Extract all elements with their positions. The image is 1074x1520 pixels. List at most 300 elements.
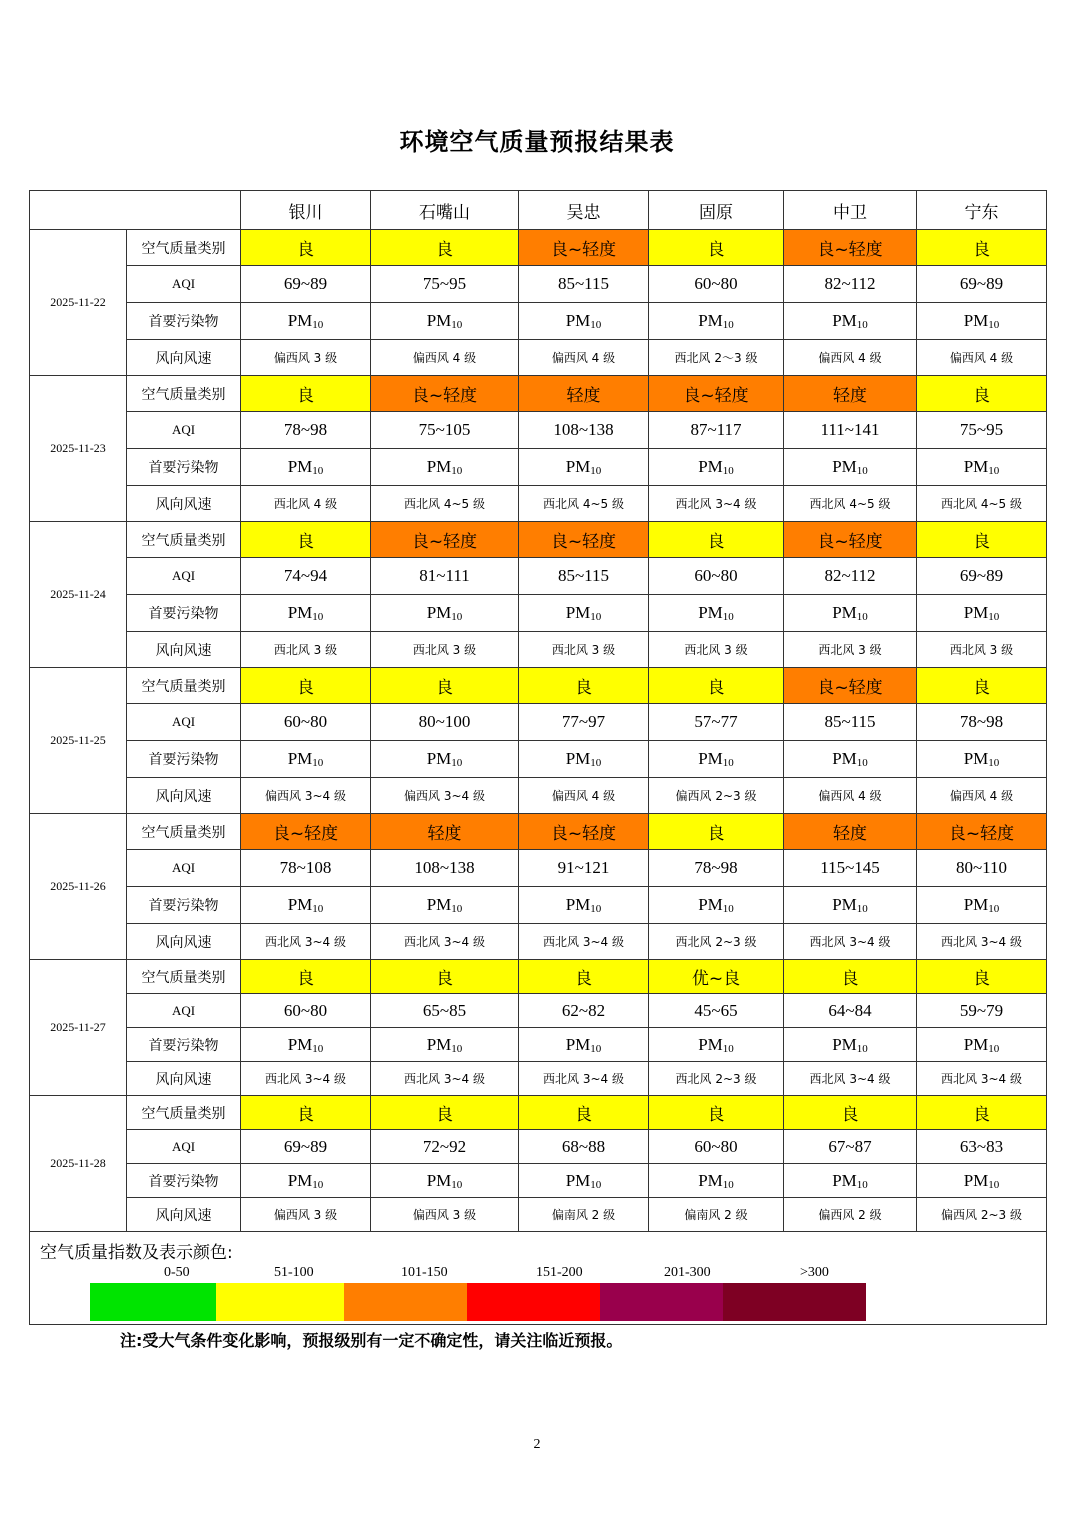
- category-cell: 良: [649, 814, 784, 850]
- pollutant-cell: [917, 1028, 1047, 1062]
- pollutant-base: PM: [287, 603, 313, 622]
- pollutant-subscript: 10: [988, 319, 1000, 331]
- wind-cell: 西北风 4~5 级: [784, 486, 917, 522]
- pollutant-cell: [917, 449, 1047, 486]
- date-cell: 2025-11-28: [30, 1096, 127, 1232]
- pollutant-subscript: 10: [590, 1042, 602, 1055]
- city-header: 宁东: [917, 191, 1047, 230]
- category-cell: 良: [241, 376, 371, 412]
- row-label-aqi: AQI: [127, 1130, 241, 1164]
- pollutant-subscript: 10: [722, 903, 734, 915]
- wind-cell: 西北风 4~5 级: [917, 486, 1047, 522]
- wind-cell: 西北风 2～3 级: [649, 340, 784, 376]
- pollutant-subscript: 10: [312, 1042, 324, 1055]
- row-label-aqi: AQI: [127, 266, 241, 303]
- category-cell: 良: [241, 960, 371, 994]
- pollutant-cell: [371, 449, 519, 486]
- pollutant-base: PM: [832, 1034, 857, 1054]
- aqi-color-legend: [30, 1232, 1047, 1325]
- page-title: 环境空气质量预报结果表: [399, 128, 675, 156]
- pollutant-cell: [917, 303, 1047, 340]
- legend-color-swatch: [216, 1283, 344, 1321]
- aqi-cell: 77~97: [519, 704, 649, 741]
- pollutant-base: PM: [963, 895, 989, 914]
- legend-row: [30, 1232, 1047, 1325]
- pollutant-base: PM: [832, 603, 857, 622]
- row-label-pollutant: 首要污染物: [127, 741, 241, 778]
- pollutant-base: PM: [832, 749, 857, 768]
- aqi-cell: 69~89: [917, 558, 1047, 595]
- pollutant-subscript: 10: [722, 757, 734, 769]
- day-row-category: [30, 1096, 1047, 1130]
- row-label-wind: 风向风速: [127, 924, 241, 960]
- day-row-pollutant: [30, 595, 1047, 632]
- date-cell: 2025-11-23: [30, 376, 127, 522]
- pollutant-base: PM: [287, 749, 313, 768]
- aqi-cell: 65~85: [371, 994, 519, 1028]
- pollutant-subscript: 10: [856, 1178, 868, 1191]
- pollutant-base: PM: [565, 1034, 591, 1054]
- aqi-cell: 87~117: [649, 412, 784, 449]
- pollutant-base: PM: [698, 895, 723, 914]
- row-label-category: 空气质量类别: [127, 1096, 241, 1130]
- day-row-category: [30, 960, 1047, 994]
- pollutant-subscript: 10: [451, 1042, 463, 1055]
- row-label-category: 空气质量类别: [127, 668, 241, 704]
- category-cell: 良: [241, 668, 371, 704]
- category-cell: 良: [649, 230, 784, 266]
- day-row-pollutant: [30, 1164, 1047, 1198]
- pollutant-subscript: 10: [590, 319, 602, 331]
- wind-cell: 偏西风 2~3 级: [649, 778, 784, 814]
- forecast-table: [29, 190, 1047, 1325]
- aqi-cell: 68~88: [519, 1130, 649, 1164]
- wind-cell: 西北风 3 级: [519, 632, 649, 668]
- forecast-note: 注:受大气条件变化影响，预报级别有一定不确定性，请关注临近预报。: [120, 1331, 623, 1350]
- aqi-cell: 78~108: [241, 850, 371, 887]
- wind-cell: 西北风 3~4 级: [649, 486, 784, 522]
- pollutant-cell: [784, 1028, 917, 1062]
- legend-range-label: >300: [800, 1265, 829, 1280]
- row-label-wind: 风向风速: [127, 340, 241, 376]
- pollutant-cell: [371, 1028, 519, 1062]
- pollutant-cell: [241, 1028, 371, 1062]
- wind-cell: 西北风 3~4 级: [371, 1062, 519, 1096]
- wind-cell: 偏西风 4 级: [519, 340, 649, 376]
- pollutant-subscript: 10: [312, 757, 324, 769]
- pollutant-subscript: 10: [856, 1042, 868, 1055]
- row-label-wind: 风向风速: [127, 778, 241, 814]
- row-label-category: 空气质量类别: [127, 814, 241, 850]
- pollutant-cell: [519, 303, 649, 340]
- aqi-cell: 85~115: [519, 558, 649, 595]
- pollutant-base: PM: [426, 1034, 452, 1054]
- pollutant-subscript: 10: [312, 465, 324, 477]
- day-row-wind: [30, 924, 1047, 960]
- wind-cell: 西北风 3~4 级: [917, 1062, 1047, 1096]
- pollutant-base: PM: [287, 1034, 313, 1054]
- wind-cell: 西北风 3 级: [917, 632, 1047, 668]
- pollutant-base: PM: [963, 311, 989, 330]
- wind-cell: 偏西风 4 级: [917, 778, 1047, 814]
- pollutant-subscript: 10: [988, 757, 1000, 769]
- pollutant-subscript: 10: [312, 903, 324, 915]
- pollutant-subscript: 10: [988, 465, 1000, 477]
- legend-color-swatch: [344, 1283, 467, 1321]
- pollutant-base: PM: [426, 311, 452, 330]
- day-row-pollutant: [30, 741, 1047, 778]
- pollutant-subscript: 10: [590, 465, 602, 477]
- wind-cell: 西北风 4 级: [241, 486, 371, 522]
- wind-cell: 偏西风 3~4 级: [371, 778, 519, 814]
- aqi-cell: 75~95: [917, 412, 1047, 449]
- pollutant-cell: [917, 887, 1047, 924]
- aqi-cell: 108~138: [519, 412, 649, 449]
- aqi-cell: 80~110: [917, 850, 1047, 887]
- pollutant-cell: [519, 741, 649, 778]
- date-cell: 2025-11-27: [30, 960, 127, 1096]
- category-cell: 良: [649, 668, 784, 704]
- pollutant-cell: [241, 741, 371, 778]
- pollutant-cell: [371, 595, 519, 632]
- wind-cell: 偏西风 4 级: [917, 340, 1047, 376]
- row-label-wind: 风向风速: [127, 1062, 241, 1096]
- wind-cell: 偏西风 3 级: [241, 1198, 371, 1232]
- wind-cell: 偏西风 3 级: [241, 340, 371, 376]
- aqi-cell: 75~105: [371, 412, 519, 449]
- aqi-cell: 69~89: [917, 266, 1047, 303]
- pollutant-base: PM: [698, 1034, 723, 1054]
- category-cell: 良: [371, 230, 519, 266]
- pollutant-subscript: 10: [590, 611, 602, 623]
- wind-cell: 西北风 3 级: [371, 632, 519, 668]
- category-cell: 良: [371, 1096, 519, 1130]
- pollutant-cell: [784, 595, 917, 632]
- row-label-aqi: AQI: [127, 850, 241, 887]
- pollutant-base: PM: [963, 603, 989, 622]
- wind-cell: 西北风 3~4 级: [241, 924, 371, 960]
- pollutant-cell: [784, 449, 917, 486]
- wind-cell: 偏南风 2 级: [649, 1198, 784, 1232]
- day-row-aqi: [30, 994, 1047, 1028]
- pollutant-base: PM: [287, 895, 313, 914]
- day-row-aqi: [30, 1130, 1047, 1164]
- pollutant-cell: [649, 595, 784, 632]
- pollutant-subscript: 10: [722, 319, 734, 331]
- pollutant-cell: [649, 303, 784, 340]
- wind-cell: 偏西风 2 级: [784, 1198, 917, 1232]
- pollutant-subscript: 10: [590, 1178, 602, 1191]
- pollutant-cell: [519, 595, 649, 632]
- city-header: 吴忠: [519, 191, 649, 230]
- category-cell: 良: [784, 1096, 917, 1130]
- pollutant-subscript: 10: [722, 465, 734, 477]
- pollutant-cell: [519, 1164, 649, 1198]
- row-label-wind: 风向风速: [127, 1198, 241, 1232]
- legend-color-swatch: [467, 1283, 600, 1321]
- day-row-wind: [30, 1198, 1047, 1232]
- day-row-pollutant: [30, 449, 1047, 486]
- pollutant-subscript: 10: [988, 1042, 1000, 1055]
- category-cell: 良~轻度: [519, 522, 649, 558]
- pollutant-subscript: 10: [988, 611, 1000, 623]
- category-cell: 良~轻度: [371, 376, 519, 412]
- wind-cell: 偏西风 2~3 级: [917, 1198, 1047, 1232]
- category-cell: 良: [917, 960, 1047, 994]
- pollutant-subscript: 10: [988, 903, 1000, 915]
- pollutant-cell: [371, 1164, 519, 1198]
- category-cell: 良: [917, 376, 1047, 412]
- category-cell: 轻度: [784, 814, 917, 850]
- category-cell: 良~轻度: [519, 230, 649, 266]
- row-label-pollutant: 首要污染物: [127, 887, 241, 924]
- wind-cell: 偏西风 3 级: [371, 1198, 519, 1232]
- day-row-pollutant: [30, 887, 1047, 924]
- wind-cell: 西北风 2~3 级: [649, 924, 784, 960]
- pollutant-cell: [241, 1164, 371, 1198]
- legend-range-label: 101-150: [401, 1265, 448, 1280]
- day-row-wind: [30, 486, 1047, 522]
- row-label-pollutant: 首要污染物: [127, 1164, 241, 1198]
- aqi-cell: 60~80: [649, 558, 784, 595]
- city-header: 中卫: [784, 191, 917, 230]
- category-cell: 良: [519, 668, 649, 704]
- page-number: 2: [533, 1437, 541, 1452]
- pollutant-cell: [371, 741, 519, 778]
- pollutant-base: PM: [426, 457, 452, 476]
- category-cell: 良~轻度: [784, 522, 917, 558]
- pollutant-cell: [784, 887, 917, 924]
- city-header: 固原: [649, 191, 784, 230]
- wind-cell: 西北风 3 级: [784, 632, 917, 668]
- pollutant-subscript: 10: [856, 319, 868, 331]
- city-header: 石嘴山: [371, 191, 519, 230]
- category-cell: 良~轻度: [917, 814, 1047, 850]
- row-label-aqi: AQI: [127, 994, 241, 1028]
- wind-cell: 西北风 3~4 级: [241, 1062, 371, 1096]
- pollutant-subscript: 10: [451, 757, 463, 769]
- pollutant-base: PM: [426, 1170, 452, 1190]
- day-row-category: [30, 814, 1047, 850]
- pollutant-base: PM: [287, 1170, 313, 1190]
- header-blank: [30, 191, 241, 230]
- pollutant-subscript: 10: [451, 611, 463, 623]
- pollutant-cell: [649, 741, 784, 778]
- pollutant-subscript: 10: [451, 1178, 463, 1191]
- wind-cell: 西北风 3~4 级: [519, 1062, 649, 1096]
- wind-cell: 偏西风 3~4 级: [241, 778, 371, 814]
- pollutant-cell: [371, 303, 519, 340]
- pollutant-cell: [241, 303, 371, 340]
- pollutant-base: PM: [426, 749, 452, 768]
- pollutant-subscript: 10: [451, 903, 463, 915]
- pollutant-base: PM: [565, 749, 591, 768]
- pollutant-cell: [241, 595, 371, 632]
- pollutant-subscript: 10: [856, 903, 868, 915]
- header-row: [30, 191, 1047, 230]
- row-label-pollutant: 首要污染物: [127, 1028, 241, 1062]
- aqi-cell: 60~80: [649, 1130, 784, 1164]
- aqi-cell: 111~141: [784, 412, 917, 449]
- wind-cell: 偏西风 4 级: [784, 340, 917, 376]
- pollutant-base: PM: [963, 1170, 989, 1190]
- aqi-cell: 80~100: [371, 704, 519, 741]
- pollutant-cell: [519, 449, 649, 486]
- pollutant-base: PM: [426, 603, 452, 622]
- category-cell: 轻度: [784, 376, 917, 412]
- row-label-wind: 风向风速: [127, 632, 241, 668]
- pollutant-base: PM: [832, 457, 857, 476]
- aqi-cell: 57~77: [649, 704, 784, 741]
- date-cell: 2025-11-25: [30, 668, 127, 814]
- pollutant-cell: [649, 1164, 784, 1198]
- day-row-aqi: [30, 704, 1047, 741]
- wind-cell: 西北风 3 级: [241, 632, 371, 668]
- aqi-cell: 64~84: [784, 994, 917, 1028]
- aqi-cell: 78~98: [649, 850, 784, 887]
- pollutant-cell: [784, 303, 917, 340]
- day-row-wind: [30, 778, 1047, 814]
- pollutant-subscript: 10: [312, 1178, 324, 1191]
- legend-range-label: 51-100: [274, 1265, 314, 1280]
- day-row-wind: [30, 1062, 1047, 1096]
- pollutant-base: PM: [832, 895, 857, 914]
- pollutant-base: PM: [832, 311, 857, 330]
- row-label-category: 空气质量类别: [127, 522, 241, 558]
- row-label-pollutant: 首要污染物: [127, 303, 241, 340]
- category-cell: 轻度: [519, 376, 649, 412]
- pollutant-subscript: 10: [451, 465, 463, 477]
- pollutant-subscript: 10: [312, 319, 324, 331]
- category-cell: 良: [371, 960, 519, 994]
- pollutant-cell: [649, 1028, 784, 1062]
- category-cell: 良: [917, 522, 1047, 558]
- aqi-cell: 60~80: [649, 266, 784, 303]
- wind-cell: 偏南风 2 级: [519, 1198, 649, 1232]
- pollutant-cell: [371, 887, 519, 924]
- date-cell: 2025-11-24: [30, 522, 127, 668]
- pollutant-base: PM: [287, 457, 313, 476]
- aqi-cell: 60~80: [241, 994, 371, 1028]
- aqi-cell: 63~83: [917, 1130, 1047, 1164]
- aqi-cell: 69~89: [241, 1130, 371, 1164]
- category-cell: 良: [371, 668, 519, 704]
- legend-range-label: 151-200: [536, 1265, 583, 1280]
- date-cell: 2025-11-26: [30, 814, 127, 960]
- pollutant-base: PM: [698, 749, 723, 768]
- day-row-aqi: [30, 850, 1047, 887]
- pollutant-subscript: 10: [590, 757, 602, 769]
- pollutant-cell: [784, 1164, 917, 1198]
- pollutant-cell: [649, 449, 784, 486]
- row-label-pollutant: 首要污染物: [127, 595, 241, 632]
- pollutant-base: PM: [698, 1170, 723, 1190]
- category-cell: 良: [649, 522, 784, 558]
- row-label-aqi: AQI: [127, 558, 241, 595]
- day-row-category: [30, 230, 1047, 266]
- aqi-cell: 69~89: [241, 266, 371, 303]
- wind-cell: 西北风 3~4 级: [519, 924, 649, 960]
- pollutant-subscript: 10: [312, 611, 324, 623]
- pollutant-subscript: 10: [856, 465, 868, 477]
- wind-cell: 偏西风 4 级: [371, 340, 519, 376]
- aqi-cell: 115~145: [784, 850, 917, 887]
- pollutant-subscript: 10: [722, 1042, 734, 1055]
- category-cell: 优~良: [649, 960, 784, 994]
- day-row-category: [30, 522, 1047, 558]
- pollutant-subscript: 10: [722, 1178, 734, 1191]
- pollutant-base: PM: [698, 311, 723, 330]
- legend-color-swatch: [723, 1283, 866, 1321]
- pollutant-subscript: 10: [856, 757, 868, 769]
- aqi-cell: 85~115: [519, 266, 649, 303]
- pollutant-cell: [649, 887, 784, 924]
- day-row-wind: [30, 340, 1047, 376]
- pollutant-base: PM: [698, 603, 723, 622]
- aqi-cell: 45~65: [649, 994, 784, 1028]
- pollutant-cell: [917, 741, 1047, 778]
- aqi-cell: 81~111: [371, 558, 519, 595]
- wind-cell: 西北风 3~4 级: [784, 1062, 917, 1096]
- wind-cell: 西北风 3~4 级: [917, 924, 1047, 960]
- aqi-cell: 72~92: [371, 1130, 519, 1164]
- day-row-category: [30, 668, 1047, 704]
- pollutant-cell: [241, 887, 371, 924]
- wind-cell: 西北风 4~5 级: [519, 486, 649, 522]
- aqi-cell: 78~98: [917, 704, 1047, 741]
- category-cell: 良: [649, 1096, 784, 1130]
- pollutant-cell: [519, 887, 649, 924]
- aqi-cell: 67~87: [784, 1130, 917, 1164]
- category-cell: 良: [519, 960, 649, 994]
- row-label-aqi: AQI: [127, 704, 241, 741]
- aqi-cell: 74~94: [241, 558, 371, 595]
- category-cell: 良: [917, 230, 1047, 266]
- row-label-wind: 风向风速: [127, 486, 241, 522]
- date-cell: 2025-11-22: [30, 230, 127, 376]
- row-label-pollutant: 首要污染物: [127, 449, 241, 486]
- category-cell: 良~轻度: [241, 814, 371, 850]
- day-row-wind: [30, 632, 1047, 668]
- legend-title: 空气质量指数及表示颜色:: [40, 1243, 233, 1263]
- category-cell: 良: [917, 1096, 1047, 1130]
- pollutant-base: PM: [565, 457, 591, 476]
- legend-range-label: 201-300: [664, 1265, 711, 1280]
- category-cell: 轻度: [371, 814, 519, 850]
- aqi-cell: 59~79: [917, 994, 1047, 1028]
- category-cell: 良: [241, 522, 371, 558]
- aqi-cell: 60~80: [241, 704, 371, 741]
- city-header: 银川: [241, 191, 371, 230]
- aqi-cell: 75~95: [371, 266, 519, 303]
- pollutant-cell: [917, 595, 1047, 632]
- category-cell: 良: [784, 960, 917, 994]
- wind-cell: 西北风 4~5 级: [371, 486, 519, 522]
- category-cell: 良: [241, 230, 371, 266]
- pollutant-base: PM: [287, 311, 313, 330]
- category-cell: 良~轻度: [519, 814, 649, 850]
- category-cell: 良~轻度: [371, 522, 519, 558]
- wind-cell: 西北风 3~4 级: [371, 924, 519, 960]
- day-row-aqi: [30, 412, 1047, 449]
- pollutant-base: PM: [565, 895, 591, 914]
- day-row-aqi: [30, 266, 1047, 303]
- pollutant-base: PM: [832, 1170, 857, 1190]
- day-row-pollutant: [30, 1028, 1047, 1062]
- wind-cell: 西北风 2~3 级: [649, 1062, 784, 1096]
- pollutant-base: PM: [565, 311, 591, 330]
- aqi-cell: 82~112: [784, 558, 917, 595]
